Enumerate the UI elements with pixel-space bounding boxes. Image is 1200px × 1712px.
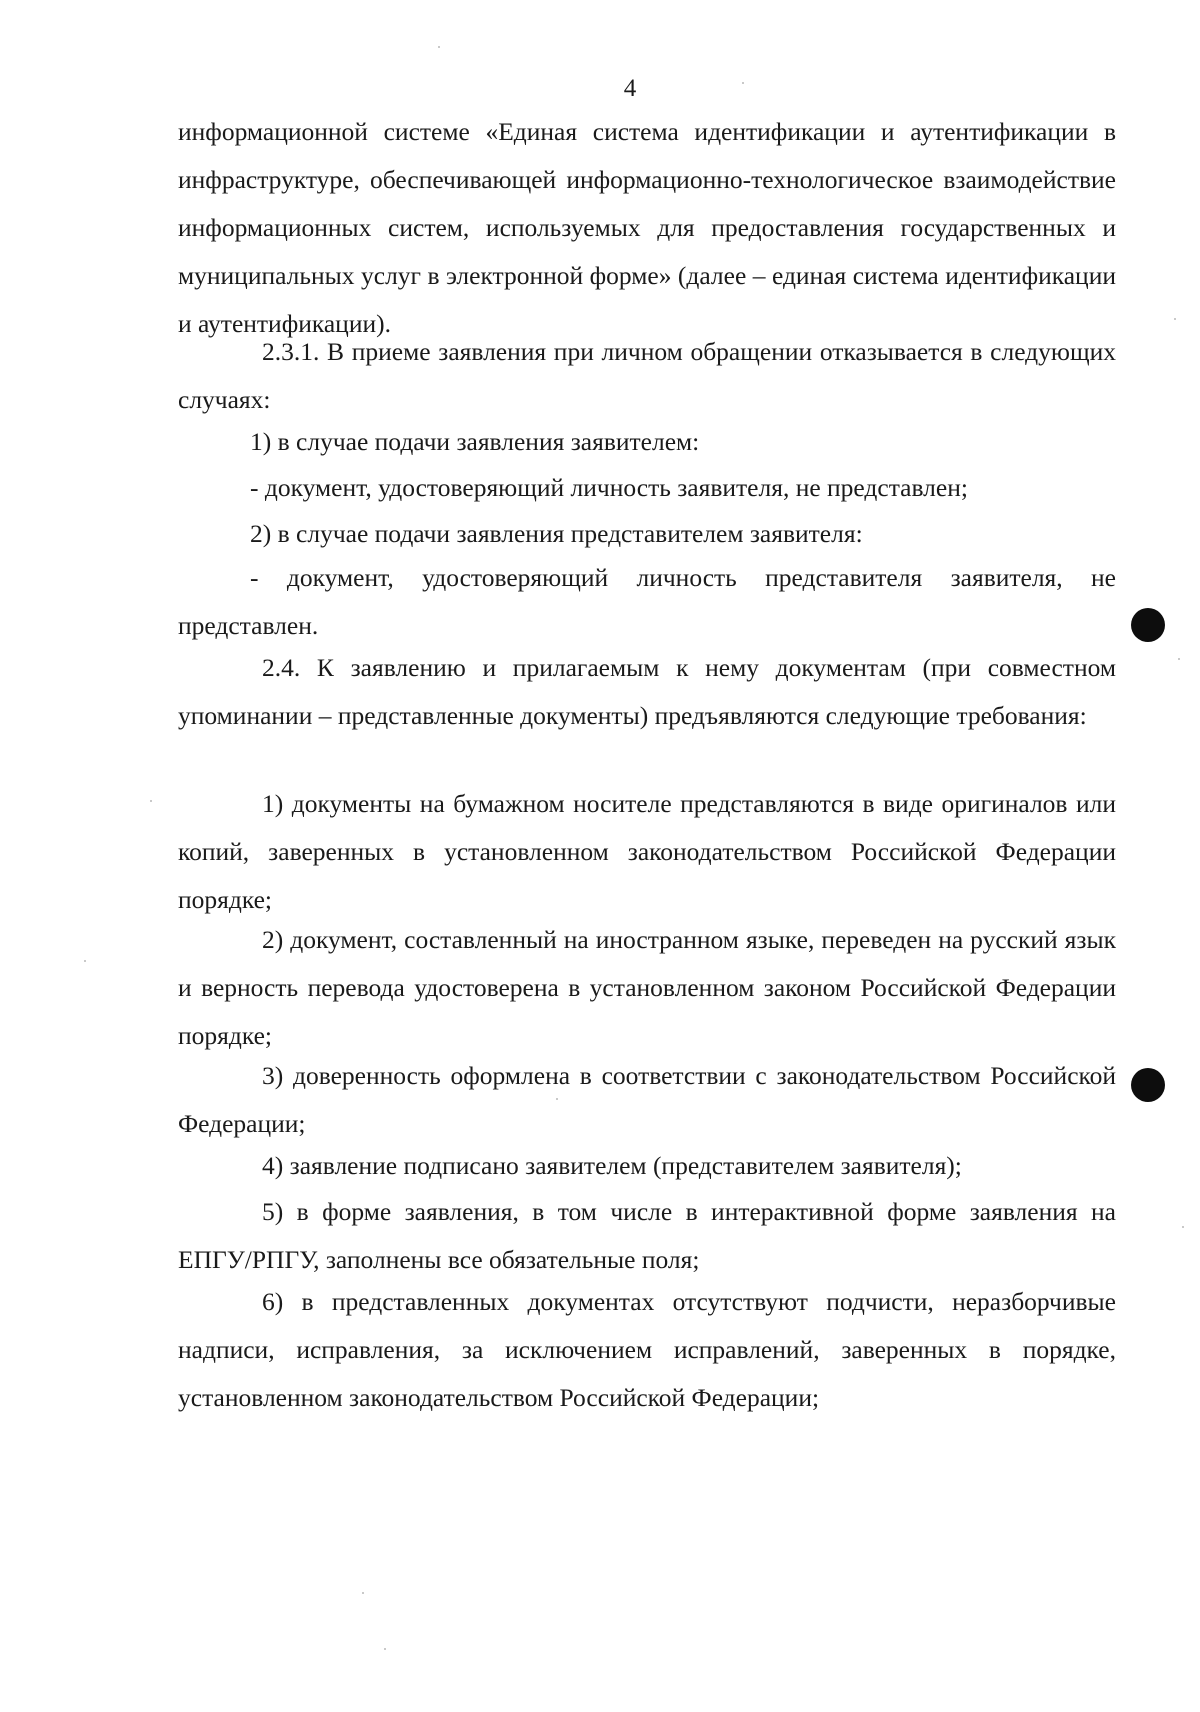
scan-speck — [84, 960, 86, 962]
list-item-representative-case: 2) в случае подачи заявления представителем заявителя: — [250, 519, 863, 548]
scan-speck — [362, 1592, 364, 1594]
requirement-item-5: 5) в форме заявления, в том числе в интерактивной форме заявления на ЕПГУ/РПГУ, заполнены все обязательные поля; — [178, 1197, 1116, 1274]
scan-speck — [438, 46, 440, 48]
requirement-item-2: 2) документ, составленный на иностранном языке, переведен на русский язык и верность перевода удостоверена в установленном законом Российской Федерации порядке; — [178, 925, 1116, 1050]
scan-speck — [1182, 1226, 1184, 1228]
requirement-item-1: 1) документы на бумажном носителе представляются в виде оригиналов или копий, заверенных в установленном законодательством Российской Федерации порядке; — [178, 789, 1116, 914]
scan-speck — [384, 1648, 386, 1650]
scan-speck — [556, 1098, 558, 1100]
scan-speck — [150, 800, 152, 802]
scan-speck — [742, 82, 744, 84]
scan-speck — [1178, 658, 1180, 660]
scan-speck — [1174, 318, 1176, 320]
list-item-applicant-id-missing: - документ, удостоверяющий личность заявителя, не представлен; — [250, 473, 968, 502]
list-item-representative-id-missing: - документ, удостоверяющий личность представителя заявителя, не представлен. — [178, 563, 1116, 640]
paragraph-2-4: 2.4. К заявлению и прилагаемым к нему документам (при совместном упоминании – представленные документы) предъявляются следующие требования: — [178, 653, 1116, 730]
requirement-item-4: 4) заявление подписано заявителем (представителем заявителя); — [262, 1151, 962, 1180]
requirement-item-3: 3) доверенность оформлена в соответствии с законодательством Российской Федерации; — [178, 1061, 1116, 1138]
paragraph-2-3-1: 2.3.1. В приеме заявления при личном обращении отказывается в следующих случаях: — [178, 337, 1116, 414]
list-item-applicant-case: 1) в случае подачи заявления заявителем: — [250, 427, 700, 456]
scan-hole-mark-bottom — [1131, 1068, 1165, 1102]
scan-hole-mark-top — [1131, 608, 1165, 642]
paragraph-identification-system: информационной системе «Единая система идентификации и аутентификации в инфраструктуре, обеспечивающей информационно-технологическое взаимодействие информационных систем, используемых для предоставления государственных и муниципальных услуг в электронной форме» (далее – единая система идентификации и аутентификации). — [178, 117, 1116, 338]
requirement-item-6: 6) в представленных документах отсутствуют подчисти, неразборчивые надписи, исправления, за исключением исправлений, заверенных в порядке, установленном законодательством Российской Федерации; — [178, 1287, 1116, 1412]
page-number: 4 — [623, 75, 637, 102]
